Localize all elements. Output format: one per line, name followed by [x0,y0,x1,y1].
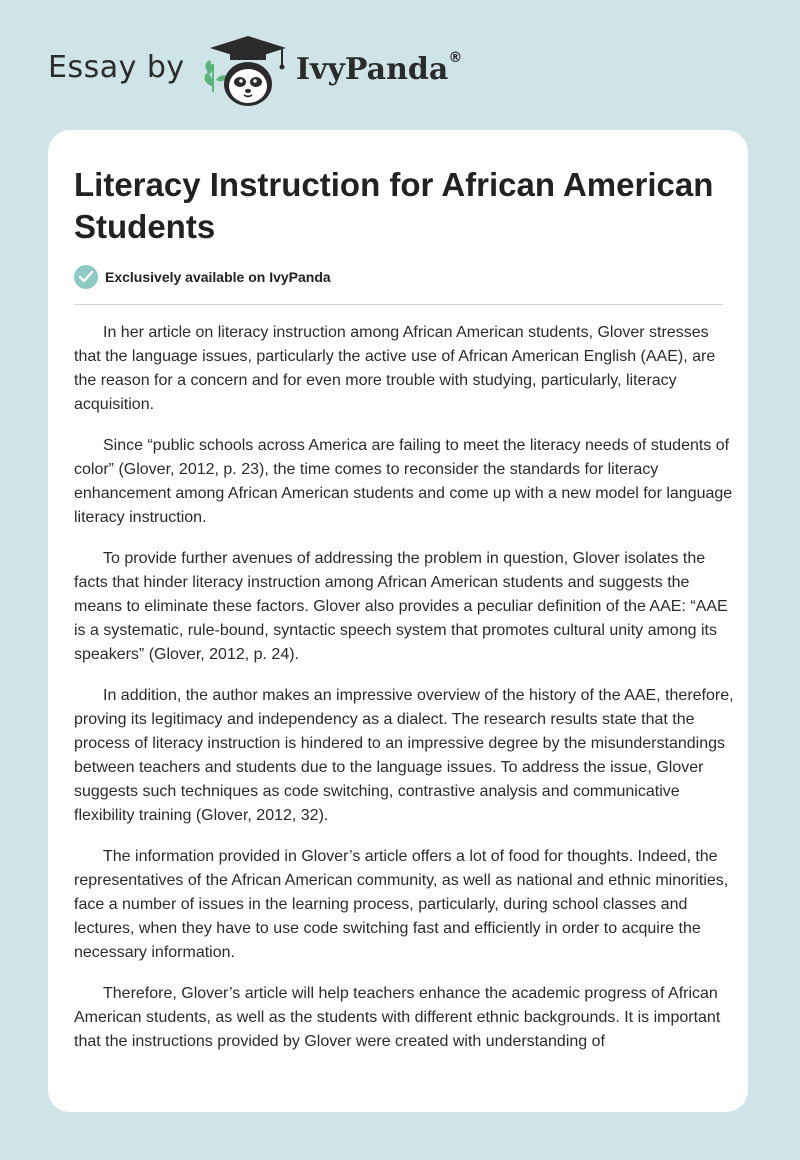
paragraph: In addition, the author makes an impressive overview of the history of the AAE, therefore, proving its legitimacy and independency as a dialect. The research results state that the process of literacy instruction is hindered to an impressive degree by the misunderstandings between teachers and students due to the language issues. To address the issue, Glover suggests such techniques as code switching, contrastive analysis and communicative flexibility training (Glover, 2012, 32). [74,687,734,824]
article-body [74,321,734,1071]
article-card [48,130,748,1112]
essay-by-label: Essay by [48,50,185,85]
paragraph: To provide further avenues of addressing the problem in question, Glover isolates the facts that hinder literacy instruction among African American students and suggests the means to eliminate these factors. Glover also provides a peculiar definition of the AAE: “AAE is a systematic, rule-bound, syntactic speech system that promotes cultural unity among its speakers” (Glover, 2012, p. 24). [74,550,728,663]
paragraph: In her article on literacy instruction among African American students, Glover stresses that the language issues, particularly the active use of African American English (AAE), are the reason for a concern and for even more trouble with studying, particularly, literacy acquisition. [74,324,716,413]
divider [74,304,723,305]
exclusive-badge [74,264,331,290]
badge-label: Exclusively available on IvyPanda [105,269,331,285]
panda-logo-icon[interactable] [200,34,292,110]
trademark-symbol: ® [448,50,463,66]
brand-name[interactable] [296,52,462,87]
paragraph: The information provided in Glover’s article offers a lot of food for thoughts. Indeed, the representatives of the African American community, as well as national and ethnic minorities, face a number of issues in the learning process, particularly, during school classes and lectures, when they have to use code switching fast and efficiently in order to acquire the necessary information. [74,848,729,961]
brand-label: IvyPanda [296,52,449,87]
check-circle-icon [74,265,98,289]
article-title: Literacy Instruction for African American Students [74,166,714,245]
paragraph: Since “public schools across America are failing to meet the literacy needs of students of color” (Glover, 2012, p. 23), the time comes to reconsider the standards for literacy enhancement among African American students and come up with a new model for language literacy instruction. [74,437,733,526]
paragraph: Therefore, Glover’s article will help teachers enhance the academic progress of African American students, as well as the students with different ethnic backgrounds. It is important that the instructions provided by Glover were created with understanding of [74,985,721,1050]
site-header [0,0,800,130]
